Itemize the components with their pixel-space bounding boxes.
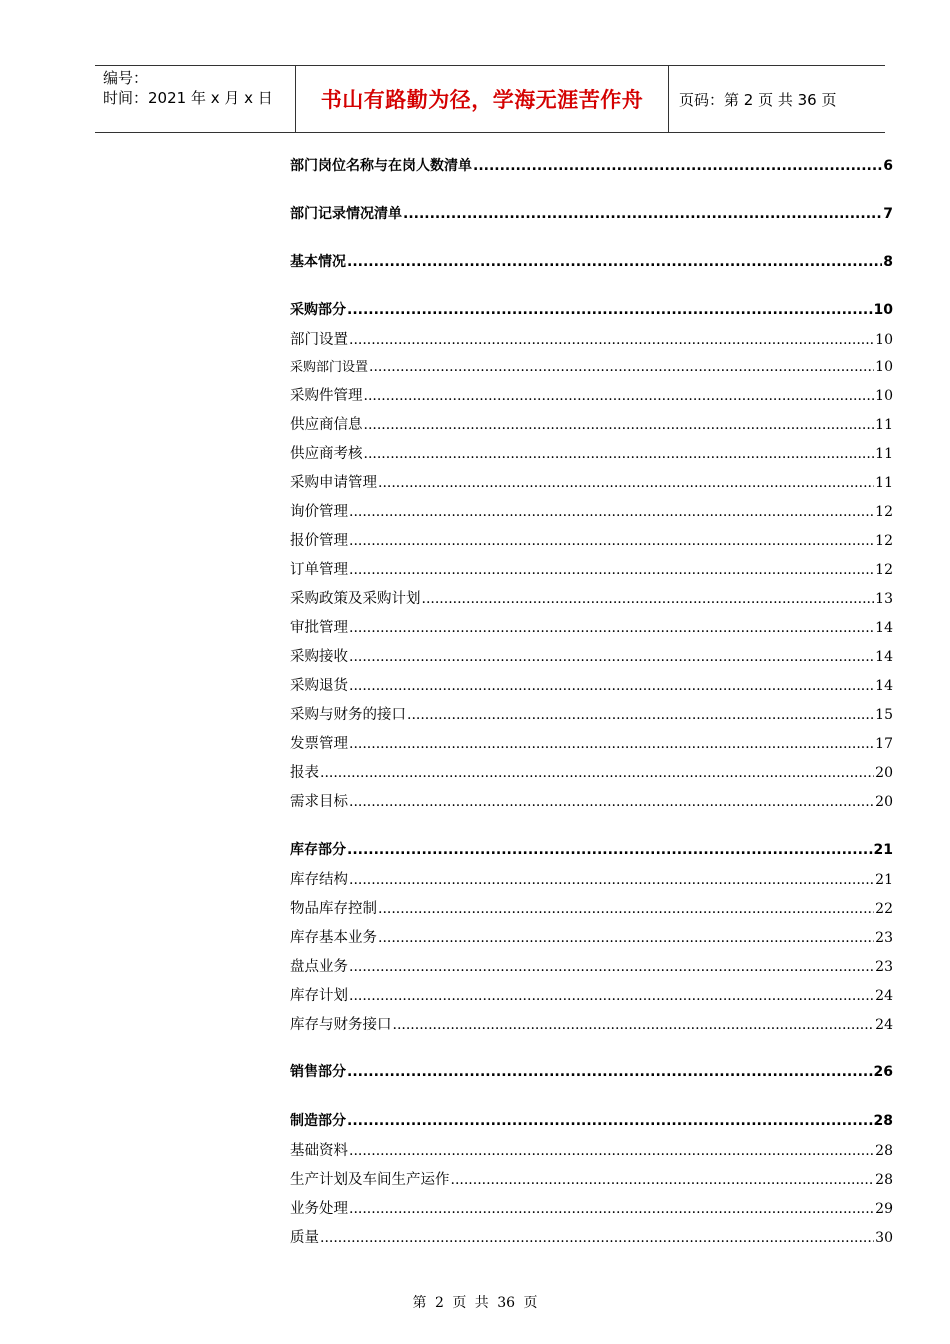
toc-entry[interactable] xyxy=(290,1226,893,1247)
toc-entry-title: 采购接收 xyxy=(290,649,348,665)
toc-entry[interactable] xyxy=(290,356,893,375)
toc-entry[interactable] xyxy=(290,732,893,753)
toc-entry-page: 23 xyxy=(875,930,893,946)
page-code: 页码：第 2 页 共 36 页 xyxy=(679,90,837,109)
toc-entry[interactable] xyxy=(290,761,893,782)
toc-entry[interactable] xyxy=(290,558,893,579)
toc-entry-title: 库存基本业务 xyxy=(290,930,377,946)
toc-entry-page: 13 xyxy=(875,591,893,607)
toc-entry-page: 10 xyxy=(875,359,893,375)
toc-dot-leader xyxy=(349,959,874,975)
document-header xyxy=(95,65,885,133)
toc-entry-page: 24 xyxy=(875,1017,893,1033)
footer-total-pages: 36 xyxy=(497,1295,516,1311)
toc-entry[interactable] xyxy=(290,328,893,349)
toc-dot-leader xyxy=(349,736,874,752)
toc-dot-leader xyxy=(349,794,874,810)
toc-entry[interactable] xyxy=(290,897,893,918)
toc-entry[interactable] xyxy=(290,299,893,319)
footer-di: 第 xyxy=(412,1295,427,1311)
toc-entry-page: 11 xyxy=(875,475,893,491)
toc-dot-leader xyxy=(364,446,875,462)
toc-entry[interactable] xyxy=(290,703,893,724)
toc-entry-page: 17 xyxy=(875,736,893,752)
toc-entry[interactable] xyxy=(290,926,893,947)
toc-dot-leader xyxy=(349,988,874,1004)
footer-ye: 页 xyxy=(452,1295,467,1311)
footer-gong: 共 xyxy=(474,1295,489,1311)
toc-entry-page: 14 xyxy=(875,620,893,636)
footer-page-number: 2 xyxy=(434,1295,444,1311)
motto-text: 书山有路勤为径，学海无涯苦作舟 xyxy=(320,88,644,112)
toc-entry[interactable] xyxy=(290,529,893,550)
toc-entry-page: 28 xyxy=(875,1172,893,1188)
toc-dot-leader xyxy=(393,1017,875,1033)
toc-entry-title: 采购部分 xyxy=(290,302,346,318)
number-label: 编号： xyxy=(103,69,149,87)
toc-entry-page: 11 xyxy=(875,446,893,462)
toc-entry[interactable] xyxy=(290,1061,893,1081)
toc-entry[interactable] xyxy=(290,645,893,666)
toc-entry[interactable] xyxy=(290,203,893,223)
toc-dot-leader xyxy=(347,1064,873,1080)
toc-entry[interactable] xyxy=(290,442,893,463)
toc-entry-title: 部门岗位名称与在岗人数清单 xyxy=(290,158,472,174)
toc-entry-title: 制造部分 xyxy=(290,1113,346,1129)
toc-entry-title: 基本情况 xyxy=(290,254,346,270)
toc-entry-title: 需求目标 xyxy=(290,794,348,810)
toc-dot-leader xyxy=(349,332,874,348)
toc-entry[interactable] xyxy=(290,251,893,271)
toc-entry[interactable] xyxy=(290,1013,893,1034)
page-footer xyxy=(0,1292,950,1312)
toc-entry-title: 供应商信息 xyxy=(290,417,363,433)
toc-entry[interactable] xyxy=(290,384,893,405)
toc-entry-title: 采购与财务的接口 xyxy=(290,707,406,723)
toc-entry-page: 14 xyxy=(875,678,893,694)
toc-entry-title: 询价管理 xyxy=(290,504,348,520)
toc-entry-page: 10 xyxy=(875,388,893,404)
toc-entry-title: 发票管理 xyxy=(290,736,348,752)
toc-dot-leader xyxy=(349,1143,874,1159)
toc-entry-title: 采购退货 xyxy=(290,678,348,694)
toc-entry-page: 7 xyxy=(883,206,893,222)
toc-entry-page: 21 xyxy=(875,872,893,888)
toc-entry-title: 报表 xyxy=(290,765,319,781)
toc-entry[interactable] xyxy=(290,155,893,175)
toc-entry[interactable] xyxy=(290,790,893,811)
toc-dot-leader xyxy=(369,359,874,375)
toc-dot-leader xyxy=(349,678,874,694)
toc-entry[interactable] xyxy=(290,955,893,976)
toc-entry[interactable] xyxy=(290,674,893,695)
toc-entry-page: 22 xyxy=(875,901,893,917)
toc-dot-leader xyxy=(349,1201,874,1217)
toc-entry-page: 8 xyxy=(883,254,893,270)
toc-dot-leader xyxy=(473,158,882,174)
toc-entry[interactable] xyxy=(290,1168,893,1189)
toc-dot-leader xyxy=(349,649,874,665)
toc-entry-title: 采购件管理 xyxy=(290,388,363,404)
toc-dot-leader xyxy=(347,254,882,270)
toc-entry-page: 28 xyxy=(873,1113,893,1129)
toc-dot-leader xyxy=(378,475,874,491)
toc-entry-page: 20 xyxy=(875,765,893,781)
toc-entry-page: 23 xyxy=(875,959,893,975)
toc-entry-page: 15 xyxy=(875,707,893,723)
toc-dot-leader xyxy=(422,591,875,607)
toc-entry-page: 12 xyxy=(875,533,893,549)
toc-entry-title: 盘点业务 xyxy=(290,959,348,975)
toc-entry-title: 采购部门设置 xyxy=(290,360,369,375)
toc-entry-page: 10 xyxy=(873,302,893,318)
toc-entry-title: 采购申请管理 xyxy=(290,475,377,491)
toc-dot-leader xyxy=(364,417,875,433)
toc-entry[interactable] xyxy=(290,868,893,889)
toc-dot-leader xyxy=(320,765,874,781)
toc-entry-title: 供应商考核 xyxy=(290,446,363,462)
header-meta-cell xyxy=(95,66,296,132)
toc-entry[interactable] xyxy=(290,471,893,492)
toc-entry-title: 审批管理 xyxy=(290,620,348,636)
toc-dot-leader xyxy=(403,206,882,222)
toc-entry-page: 10 xyxy=(875,332,893,348)
toc-dot-leader xyxy=(364,388,875,404)
toc-entry[interactable] xyxy=(290,1110,893,1130)
toc-entry-page: 11 xyxy=(875,417,893,433)
toc-entry[interactable] xyxy=(290,616,893,637)
toc-entry[interactable] xyxy=(290,1197,893,1218)
toc-entry-title: 部门设置 xyxy=(290,332,348,348)
toc-dot-leader xyxy=(349,872,874,888)
toc-entry-title: 采购政策及采购计划 xyxy=(290,591,421,607)
toc-entry[interactable] xyxy=(290,500,893,521)
toc-entry-page: 24 xyxy=(875,988,893,1004)
toc-entry-page: 21 xyxy=(873,842,893,858)
toc-entry-page: 14 xyxy=(875,649,893,665)
toc-entry-title: 库存部分 xyxy=(290,842,346,858)
toc-entry-page: 28 xyxy=(875,1143,893,1159)
toc-entry[interactable] xyxy=(290,1139,893,1160)
toc-entry-title: 订单管理 xyxy=(290,562,348,578)
toc-entry-title: 库存与财务接口 xyxy=(290,1017,392,1033)
toc-entry[interactable] xyxy=(290,587,893,608)
toc-entry-page: 12 xyxy=(875,562,893,578)
toc-dot-leader xyxy=(347,1113,873,1129)
toc-entry-title: 库存计划 xyxy=(290,988,348,1004)
toc-entry-title: 质量 xyxy=(290,1230,319,1246)
time-label: 时间：2021 年 x 月 x 日 xyxy=(103,89,273,107)
toc-dot-leader xyxy=(378,901,874,917)
toc-entry-page: 12 xyxy=(875,504,893,520)
footer-ye-end: 页 xyxy=(523,1295,538,1311)
toc-entry-title: 基础资料 xyxy=(290,1143,348,1159)
toc-entry[interactable] xyxy=(290,413,893,434)
toc-entry[interactable] xyxy=(290,839,893,859)
toc-dot-leader xyxy=(347,302,873,318)
toc-entry-title: 部门记录情况清单 xyxy=(290,206,402,222)
toc-entry-page: 29 xyxy=(875,1201,893,1217)
toc-dot-leader xyxy=(378,930,874,946)
header-page-cell xyxy=(669,66,885,132)
toc-entry-title: 销售部分 xyxy=(290,1064,346,1080)
toc-entry-page: 20 xyxy=(875,794,893,810)
toc-entry-title: 报价管理 xyxy=(290,533,348,549)
toc-entry-page: 26 xyxy=(873,1064,893,1080)
toc-entry-page: 30 xyxy=(875,1230,893,1246)
toc-entry-title: 库存结构 xyxy=(290,872,348,888)
toc-entry[interactable] xyxy=(290,984,893,1005)
toc-entry-title: 物品库存控制 xyxy=(290,901,377,917)
toc-dot-leader xyxy=(349,562,874,578)
header-motto-cell xyxy=(296,66,669,132)
toc-entry-title: 业务处理 xyxy=(290,1201,348,1217)
toc-dot-leader xyxy=(407,707,874,723)
toc-dot-leader xyxy=(349,504,874,520)
toc-dot-leader xyxy=(349,620,874,636)
toc-dot-leader xyxy=(347,842,873,858)
toc-dot-leader xyxy=(320,1230,874,1246)
toc-entry-title: 生产计划及车间生产运作 xyxy=(290,1172,450,1188)
toc-entry-page: 6 xyxy=(883,158,893,174)
toc-dot-leader xyxy=(349,533,874,549)
toc-dot-leader xyxy=(451,1172,875,1188)
